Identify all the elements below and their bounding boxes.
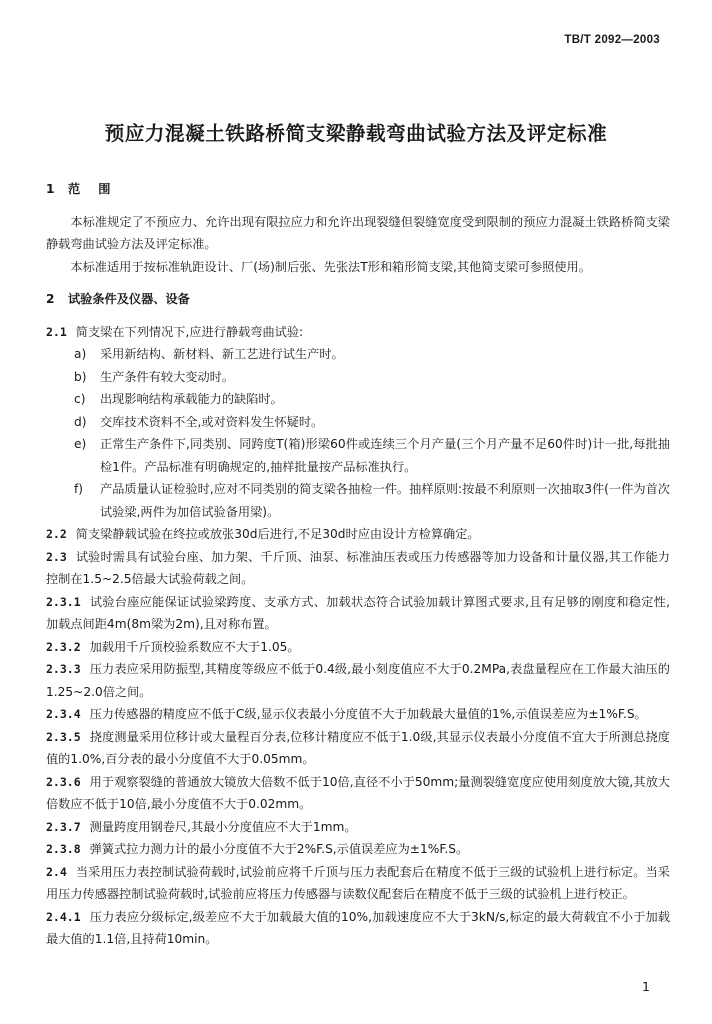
clause-text: 压力表应采用防振型,其精度等级应不低于0.4级,最小刻度值应不大于0.2MPa,表盘量程应在工作最大油压的1.25~2.0倍之间。 — [46, 662, 670, 699]
clause-text: 挠度测量采用位移计或大量程百分表,位移计精度应不低于1.0级,其显示仪表最小分度值不宜大于所测总挠度值的1.0%,百分表的最小分度值不大于0.05mm。 — [46, 729, 670, 766]
clause — [46, 591, 670, 636]
clause-text: 加载用千斤顶校验系数应不大于1.05。 — [89, 639, 300, 654]
clause-number: 2.3.4 — [46, 707, 81, 721]
document-body — [46, 178, 670, 951]
clause-text: 弹簧式拉力测力计的最小分度值不大于2%F.S,示值误差应为±1%F.S。 — [89, 842, 469, 856]
list-marker: a) — [74, 347, 87, 361]
list-item — [74, 366, 670, 389]
clause — [46, 906, 670, 951]
list-marker: e) — [74, 437, 87, 451]
clause — [46, 321, 670, 344]
clause-text: 简支梁在下列情况下,应进行静载弯曲试验: — [75, 324, 304, 339]
list-text: 产品质量认证检验时,应对不同类别的简支梁各抽检一件。抽样原则:按最不利原则一次抽取3件(一件为首次试验梁,两件为加倍试验备用梁)。 — [100, 482, 670, 519]
list-marker: f) — [74, 482, 84, 496]
clause-text: 试验时需具有试验台座、加力架、千斤顶、油泵、标准油压表或压力传感器等加力设备和计量仪器,其工作能力控制在1.5~2.5倍最大试验荷载之间。 — [46, 549, 670, 586]
clause-text: 当采用压力表控制试验荷载时,试验前应将千斤顶与压力表配套后在精度不低于三级的试验机上进行标定。当采用压力传感器控制试验荷载时,试验前应将压力传感器与读数仪配套后在精度不低于三级的试验机上进行校正。 — [46, 864, 670, 901]
list-text: 出现影响结构承载能力的缺陷时。 — [100, 392, 283, 406]
clause-list — [46, 343, 670, 523]
list-item — [74, 388, 670, 411]
section-2-heading — [46, 288, 670, 311]
clause — [46, 771, 670, 816]
list-item — [74, 433, 670, 478]
clause — [46, 523, 670, 546]
standard-code: TB/T 2092—2003 — [564, 34, 660, 46]
clause-text: 试验台座应能保证试验梁跨度、支承方式、加载状态符合试验加载计算图式要求,且有足够的刚度和稳定性,加载点间距4m(8m梁为2m),且对称布置。 — [46, 594, 670, 631]
clause-number: 2.3.5 — [46, 729, 81, 744]
page-number: 1 — [642, 979, 650, 994]
list-marker: b) — [74, 369, 87, 384]
clause-number: 2.3.8 — [46, 842, 81, 856]
clause-text: 简支梁静载试验在终拉或放张30d后进行,不足30d时应由设计方检算确定。 — [75, 527, 480, 541]
document-title: 预应力混凝土铁路桥简支梁静载弯曲试验方法及评定标准 — [104, 122, 608, 145]
list-marker: c) — [74, 392, 86, 406]
clause-number: 2.4.1 — [46, 909, 81, 924]
section-number: 1 — [46, 182, 55, 196]
clause — [46, 838, 670, 861]
section-number: 2 — [46, 292, 55, 306]
list-text: 正常生产条件下,同类别、同跨度T(箱)形梁60件或连续三个月产量(三个月产量不足60件时)计一批,每批抽检1件。产品标准有明确规定的,抽样批量按产品标准执行。 — [100, 437, 670, 474]
clause — [46, 816, 670, 839]
section-title-part: 范 — [68, 182, 81, 196]
clause-number: 2.4 — [46, 864, 67, 879]
clause — [46, 861, 670, 906]
section-title-part: 围 — [98, 182, 111, 196]
paragraph: 本标准规定了不预应力、允许出现有限拉应力和允许出现裂缝但裂缝宽度受到限制的预应力混凝土铁路桥简支梁静载弯曲试验方法及评定标准。 — [46, 214, 670, 251]
clause-text: 测量跨度用钢卷尺,其最小分度值应不大于1mm。 — [89, 819, 357, 834]
clause-text: 压力传感器的精度应不低于C级,显示仪表最小分度值不大于加载最大量值的1%,示值误差应为±1%F.S。 — [89, 707, 647, 721]
clause-number: 2.3.1 — [46, 594, 81, 609]
clause — [46, 703, 670, 726]
list-text: 生产条件有较大变动时。 — [100, 369, 235, 384]
list-item — [74, 343, 670, 366]
clause-number: 2.1 — [46, 324, 67, 339]
clause — [46, 658, 670, 703]
section-title: 试验条件及仪器、设备 — [68, 292, 190, 306]
clause-number: 2.3.7 — [46, 819, 81, 834]
clause-number: 2.3.3 — [46, 662, 81, 676]
clause-number: 2.3.6 — [46, 774, 81, 789]
clause-number: 2.3 — [46, 549, 67, 564]
clause-number: 2.2 — [46, 527, 67, 541]
clause-text: 用于观察裂缝的普通放大镜放大倍数不低于10倍,直径不小于50mm;量测裂缝宽度应使用刻度放大镜,其放大倍数应不低于10倍,最小分度值不大于0.02mm。 — [46, 774, 670, 811]
list-item — [74, 478, 670, 523]
list-text: 采用新结构、新材料、新工艺进行试生产时。 — [100, 347, 344, 361]
clause — [46, 636, 670, 659]
list-item — [74, 411, 670, 434]
section-1-heading — [46, 178, 670, 201]
clause — [46, 546, 670, 591]
clause-number: 2.3.2 — [46, 639, 81, 654]
list-marker: d) — [74, 414, 87, 429]
list-text: 交库技术资料不全,或对资料发生怀疑时。 — [100, 414, 324, 429]
clause — [46, 726, 670, 771]
clause-text: 压力表应分级标定,级差应不大于加载最大值的10%,加载速度应不大于3kN/s,标定的最大荷载宜不小于加载最大值的1.1倍,且持荷10min。 — [46, 909, 670, 946]
paragraph: 本标准适用于按标准轨距设计、厂(场)制后张、先张法T形和箱形简支梁,其他简支梁可参照使用。 — [70, 259, 591, 274]
